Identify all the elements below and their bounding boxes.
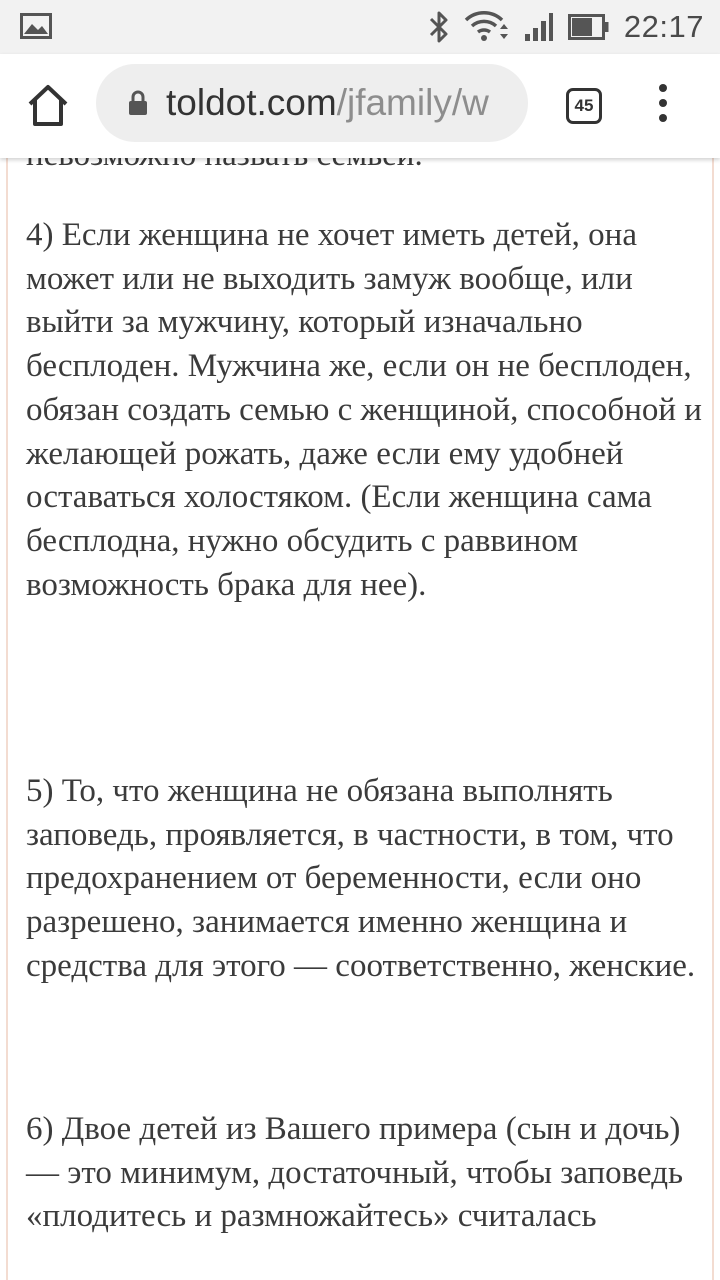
article-paragraph: 4) Если женщина не хочет иметь детей, она может или не выходить замуж вообще, или выйти за мужчину, который изначально бесплоден. Мужчина же, если он не бесплоден, обязан создать семью с женщиной, способной и желающей рожать, даже если ему удобней оставаться холостяком. (Если женщина сама бесплодна, нужно обсудить с раввином возможность брака для нее). xyxy=(26,217,702,603)
status-bar xyxy=(0,0,720,54)
article-paragraph: 5) То, что женщина не обязана выполнять заповедь, проявляется, в частности, в том, что предохранением от беременности, если оно разрешено, занимается именно женщина и средства для этого — соответственно, женские. xyxy=(26,773,696,984)
url-path: /jfamily/w xyxy=(336,82,489,123)
tab-count: 45 xyxy=(574,96,594,115)
cellular-signal-icon xyxy=(524,12,554,42)
status-time: 22:17 xyxy=(623,9,704,44)
battery-icon xyxy=(568,14,610,40)
lock-icon xyxy=(128,90,148,116)
status-icons xyxy=(428,8,704,46)
tab-switcher-icon[interactable] xyxy=(566,88,602,124)
url-domain: toldot.com xyxy=(166,82,337,123)
page-content xyxy=(0,140,720,1280)
wifi-icon xyxy=(464,10,510,44)
address-bar[interactable] xyxy=(96,64,528,142)
overflow-menu-icon[interactable] xyxy=(648,84,678,128)
article-paragraph: 6) Двое детей из Вашего примера (сын и дочь) — это минимум, достаточный, чтобы заповедь «плодитесь и размножайтесь» считалась xyxy=(26,1111,684,1235)
home-icon[interactable] xyxy=(24,82,72,130)
bluetooth-icon xyxy=(428,10,450,44)
url-text xyxy=(166,82,496,124)
image-notification-icon xyxy=(20,13,52,39)
browser-toolbar xyxy=(0,54,720,158)
